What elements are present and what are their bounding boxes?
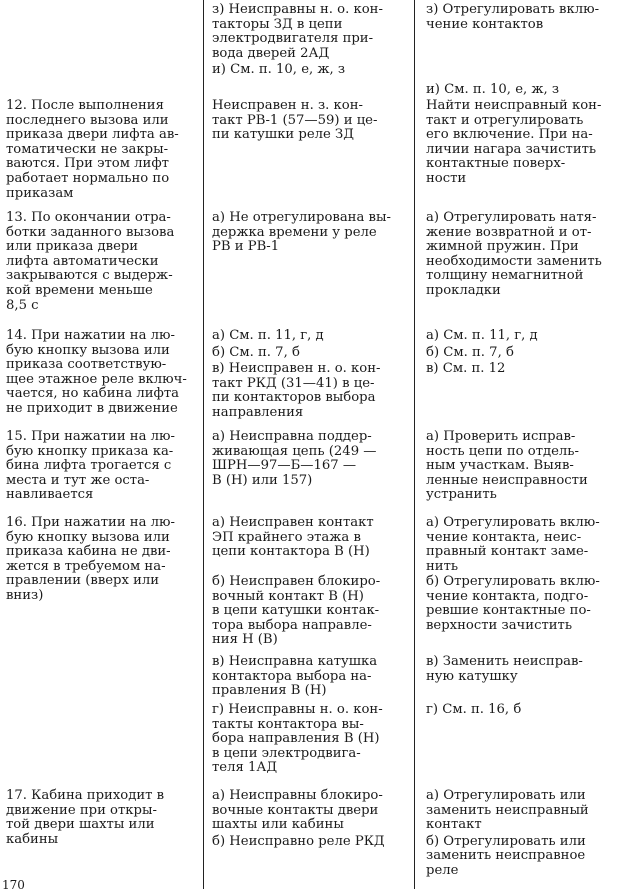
text-line: 16. При нажатии на лю- — [6, 515, 175, 530]
text-line: или приказа двери — [6, 239, 139, 255]
text-line: ботки заданного вызова — [6, 224, 175, 240]
text-line: необходимости заменить — [426, 253, 602, 269]
text-line: приказа соответствую- — [6, 357, 167, 373]
text-line: кой времени меньше — [6, 282, 153, 298]
row-16-col1-entry — [6, 516, 196, 604]
text-line: а) Неисправен контакт — [212, 515, 374, 530]
text-line: места и тут же оста- — [6, 472, 150, 488]
text-line: движение при откры- — [6, 802, 157, 818]
text-line: 12. После выполнения — [6, 98, 164, 113]
text-line: прокладки — [426, 282, 501, 298]
text-line: такт РВ-1 (57—59) и це- — [212, 112, 378, 128]
text-line: б) См. п. 7, б — [212, 344, 300, 360]
text-line: нить — [426, 558, 459, 574]
row-16v-col2-entry — [212, 655, 402, 699]
text-line: пи катушки реле ЗД — [212, 127, 354, 143]
text-line: электродвигателя при- — [212, 31, 374, 47]
row-14-col2-entry — [212, 362, 402, 420]
text-line: лифта автоматически — [6, 253, 159, 269]
text-line: такт и отрегулировать — [426, 112, 584, 128]
text-line: ным участкам. Выяв- — [426, 458, 574, 474]
text-line: правный контакт заме- — [426, 544, 589, 560]
text-line: закрываются с выдерж- — [6, 268, 173, 284]
text-line: правлении (вверх или — [6, 573, 160, 589]
row-14-col3-entry — [426, 362, 616, 377]
text-line: его включение. При на- — [426, 127, 593, 143]
text-line: бую кнопку вызова или — [6, 529, 170, 545]
text-line: пи контакторов выбора — [212, 390, 376, 406]
row-14-col2-entry — [212, 329, 402, 344]
text-line: и) См. п. 10, е, ж, з — [212, 62, 346, 78]
table-divider-right — [414, 0, 415, 889]
row-15-col1-entry — [6, 430, 196, 503]
text-line: живающая цепь (249 — — [212, 443, 377, 459]
text-line: чение контактов — [426, 16, 544, 32]
row-14-col2-entry — [212, 346, 402, 361]
text-line: реле — [426, 862, 459, 878]
text-line: толщину немагнитной — [426, 268, 584, 284]
text-line: з) Отрегулировать вклю- — [426, 2, 600, 17]
text-line: личии нагара зачистить — [426, 141, 597, 157]
text-line: в) См. п. 12 — [426, 361, 506, 377]
row-top-z-col3-entry — [426, 3, 616, 32]
text-line: б) Неисправно реле РКД — [212, 833, 385, 849]
text-line: такты контактора вы- — [212, 716, 364, 732]
text-line: устранить — [426, 487, 497, 503]
text-line: а) Отрегулировать натя- — [426, 210, 597, 225]
row-14-col3-entry — [426, 329, 616, 344]
text-line: а) Проверить исправ- — [426, 429, 576, 444]
row-12-col2-entry — [212, 99, 402, 143]
text-line: а) Неисправна поддер- — [212, 429, 372, 444]
row-17-col2-entry — [212, 789, 402, 833]
text-line: направления — [212, 404, 304, 420]
text-line: в) Заменить неисправ- — [426, 654, 583, 669]
row-16-col3-entry — [426, 516, 616, 574]
row-12-col1-entry — [6, 99, 196, 201]
text-line: не приходит в движение — [6, 400, 178, 416]
text-line: а) См. п. 11, г, д — [426, 328, 538, 343]
text-line: навливается — [6, 487, 94, 503]
text-line: кабины — [6, 831, 59, 847]
text-line: жется в требуемом на- — [6, 558, 166, 574]
row-13-col2-entry — [212, 211, 402, 255]
row-14-col1-entry — [6, 329, 196, 417]
text-line: ности — [426, 170, 467, 186]
text-line: 13. По окончании отра- — [6, 210, 171, 225]
text-line: ревшие контактные по- — [426, 603, 591, 619]
text-line: работает нормально по — [6, 170, 170, 186]
row-16b-col3-entry — [426, 575, 616, 633]
text-line: 14. При нажатии на лю- — [6, 328, 175, 343]
text-line: г) См. п. 16, б — [426, 702, 522, 717]
row-16-col2-entry — [212, 516, 402, 560]
row-13-col3-entry — [426, 211, 616, 299]
text-line: 17. Кабина приходит в — [6, 788, 165, 803]
text-line: той двери шахты или — [6, 817, 155, 833]
text-line: ленные неисправности — [426, 472, 588, 488]
text-line: бора направления В (Н) — [212, 731, 380, 747]
text-line: ния Н (В) — [212, 632, 278, 648]
text-line: а) Отрегулировать вклю- — [426, 515, 600, 530]
text-line: последнего вызова или — [6, 112, 169, 128]
text-line: жимной пружин. При — [426, 239, 579, 255]
text-line: контакт — [426, 817, 482, 833]
row-top-z-col2-entry — [212, 3, 402, 61]
row-top-z-col2-entry — [212, 63, 402, 78]
text-line: б) Неисправен блокиро- — [212, 574, 381, 589]
row-17-col1-entry — [6, 789, 196, 847]
text-line: правления В (Н) — [212, 683, 327, 699]
text-line: такторы ЗД в цепи — [212, 16, 343, 32]
text-line: бую кнопку приказа ка- — [6, 443, 174, 459]
text-line: ЭП крайнего этажа в — [212, 529, 361, 545]
text-line: теля 1АД — [212, 760, 278, 776]
text-line: такт РКД (31—41) в це- — [212, 375, 375, 391]
text-line: б) Отрегулировать вклю- — [426, 574, 600, 589]
text-line: в цепи электродвига- — [212, 745, 361, 761]
text-line: верхности зачистить — [426, 617, 573, 633]
text-line: б) Отрегулировать или — [426, 833, 586, 849]
table-divider-left — [203, 0, 204, 889]
text-line: шахты или кабины — [212, 817, 344, 833]
row-15-col3-entry — [426, 430, 616, 503]
row-16v-col3-entry — [426, 655, 616, 684]
text-line: РВ и РВ-1 — [212, 239, 280, 255]
row-top-i-col3-entry — [426, 83, 616, 98]
row-16g-col3-entry — [426, 703, 616, 718]
row-14-col3-entry — [426, 346, 616, 361]
text-line: б) См. п. 7, б — [426, 344, 514, 360]
text-line: вочные контакты двери — [212, 802, 379, 818]
text-line: ваются. При этом лифт — [6, 156, 169, 172]
text-line: вода дверей 2АД — [212, 45, 330, 61]
text-line: томатически не закры- — [6, 141, 169, 157]
text-line: ШРН—97—Б—167 — — [212, 458, 357, 474]
text-line: чается, но кабина лифта — [6, 386, 180, 402]
text-line: а) См. п. 11, г, д — [212, 328, 324, 343]
text-line: жение возвратной и от- — [426, 224, 592, 240]
text-line: Найти неисправный кон- — [426, 98, 602, 113]
row-17-col3-entry — [426, 835, 616, 879]
text-line: щее этажное реле включ- — [6, 371, 187, 387]
text-line: з) Неисправны н. о. кон- — [212, 2, 383, 17]
text-line: вниз) — [6, 587, 44, 603]
text-line: а) Не отрегулирована вы- — [212, 210, 391, 225]
text-line: а) Отрегулировать или — [426, 788, 586, 803]
text-line: и) См. п. 10, е, ж, з — [426, 82, 560, 97]
text-line: заменить неисправный — [426, 802, 589, 818]
text-line: приказам — [6, 185, 74, 201]
row-17-col3-entry — [426, 789, 616, 833]
text-line: 15. При нажатии на лю- — [6, 429, 175, 444]
text-line: приказа двери лифта ав- — [6, 127, 179, 143]
text-line: в) Неисправна катушка — [212, 654, 378, 669]
text-line: чение контакта, подго- — [426, 588, 589, 604]
text-line: Неисправен н. з. кон- — [212, 98, 363, 113]
text-line: контактные поверх- — [426, 156, 566, 172]
text-line: В (Н) или 157) — [212, 472, 313, 488]
row-15-col2-entry — [212, 430, 402, 488]
row-16g-col2-entry — [212, 703, 402, 776]
text-line: бина лифта трогается с — [6, 458, 172, 474]
text-line: тора выбора направле- — [212, 617, 372, 633]
text-line: заменить неисправное — [426, 848, 586, 864]
text-line: ную катушку — [426, 668, 518, 684]
text-line: в цепи катушки контак- — [212, 603, 380, 619]
text-line: вочный контакт В (Н) — [212, 588, 364, 604]
row-16b-col2-entry — [212, 575, 402, 648]
row-13-col1-entry — [6, 211, 196, 313]
text-line: г) Неисправны н. о. кон- — [212, 702, 383, 717]
text-line: цепи контактора В (Н) — [212, 544, 370, 560]
text-line: держка времени у реле — [212, 224, 377, 240]
text-line: в) Неисправен н. о. кон- — [212, 361, 381, 377]
text-line: приказа кабина не дви- — [6, 544, 171, 560]
text-line: чение контакта, неис- — [426, 529, 582, 545]
text-line: а) Неисправны блокиро- — [212, 788, 383, 803]
text-line: 8,5 с — [6, 297, 39, 313]
text-line: бую кнопку вызова или — [6, 342, 170, 358]
row-12-col3-entry — [426, 99, 616, 187]
text-line: контактора выбора на- — [212, 668, 372, 684]
row-17-col2-entry — [212, 835, 402, 850]
page-number: 170 — [2, 878, 25, 892]
text-line: ность цепи по отдель- — [426, 443, 579, 459]
